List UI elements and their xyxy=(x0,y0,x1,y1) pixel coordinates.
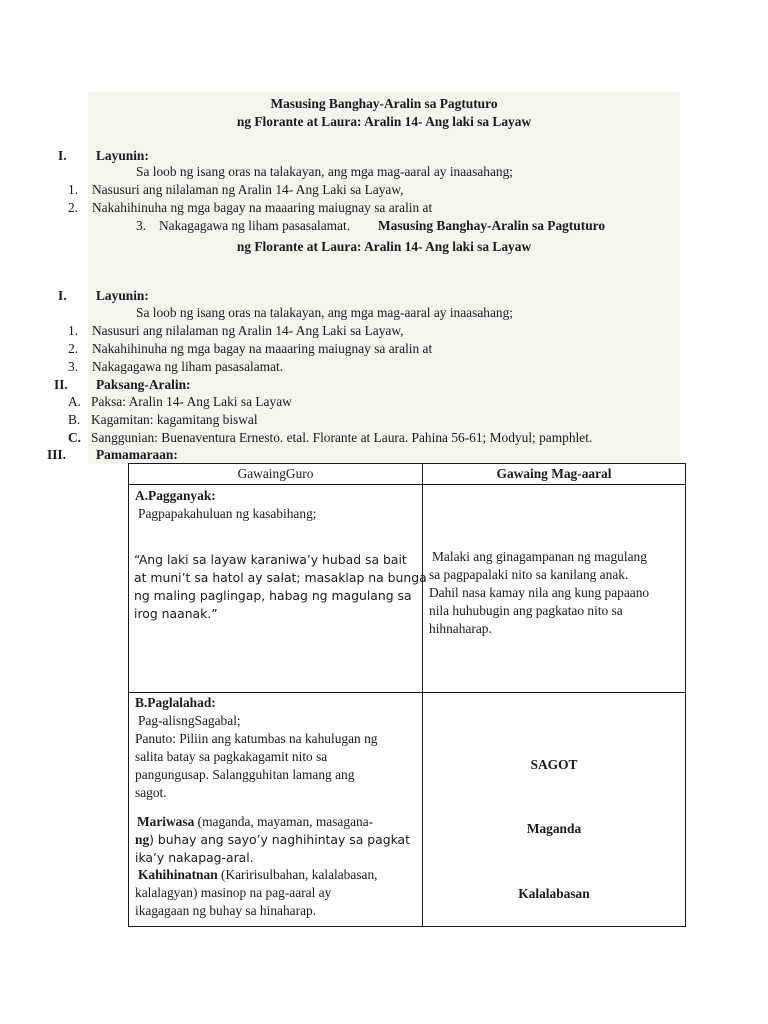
list-item: Nasusuri ang nilalaman ng Aralin 14- Ang Laki sa Layaw, xyxy=(92,182,404,197)
objectives-intro: Sa loob ng isang oras na talakayan, ang mga mag-aaral ay inaasahang; xyxy=(136,305,514,320)
list-item-letter: C. xyxy=(68,430,82,445)
list-item: Paksa: Aralin 14- Ang Laki sa Layaw xyxy=(91,394,292,409)
section-heading: Layunin: xyxy=(96,148,149,163)
section-heading: Layunin: xyxy=(96,288,149,303)
vocab-sentence: ) buhay ang sayo’y naghihintay sa pagkat xyxy=(149,832,410,847)
quote-line: irog naanak.” xyxy=(134,606,218,621)
vocab-choices: (maganda, mayaman, masagana- xyxy=(194,814,374,829)
vocab-item-2 xyxy=(138,866,378,883)
table-cell xyxy=(129,485,427,693)
answer-value: Kalalabasan xyxy=(518,886,590,901)
repeated-title-line2: ng Florante at Laura: Aralin 14- Ang laki sa Layaw xyxy=(236,239,532,254)
repeated-title-line1: Masusing Banghay-Aralin sa Pagtuturo xyxy=(378,218,606,233)
table-cell xyxy=(129,693,423,927)
answer-line: Dahil nasa kamay nila ang kung papaano xyxy=(429,585,650,600)
list-item-number: 2. xyxy=(68,341,79,356)
quote-line: ng maling paglingap, habag ng magulang sa xyxy=(134,588,412,603)
row-subtitle: Pagpapakahuluan ng kasabihang; xyxy=(138,506,317,521)
vocab-word-tail: ng xyxy=(135,832,150,847)
section-heading: Paksang-Aralin: xyxy=(96,377,191,392)
row-subtitle: Pag-alisngSagabal; xyxy=(138,713,241,728)
section-numeral: II. xyxy=(54,377,68,392)
table-cell xyxy=(423,485,686,693)
list-item-letter: B. xyxy=(68,412,81,427)
list-item-number: 2. xyxy=(68,200,79,215)
list-item-number: 1. xyxy=(68,323,79,338)
vocab-choices: (Karirisulbahan, kalalabasan, xyxy=(217,867,378,882)
col1-header: GawaingGuro xyxy=(237,466,314,481)
table-cell xyxy=(423,693,686,927)
row-heading: B.Paglalahad: xyxy=(135,695,216,710)
section-numeral: III. xyxy=(47,447,66,462)
row-heading: A.Pagganyak: xyxy=(135,488,216,503)
answer-line: sa pagpapalaki nito sa kanilang anak. xyxy=(429,567,629,582)
section-heading: Pamamaraan: xyxy=(96,447,178,462)
table-header xyxy=(129,464,423,485)
section-numeral: I. xyxy=(58,148,67,163)
objectives-intro: Sa loob ng isang oras na talakayan, ang mga mag-aaral ay inaasahang; xyxy=(136,164,514,179)
vocab-word: Mariwasa xyxy=(137,814,195,829)
list-item-number: 3. xyxy=(68,359,79,374)
instruction-line: sagot. xyxy=(135,785,167,800)
page-title-line1: Masusing Banghay-Aralin sa Pagtuturo xyxy=(270,96,498,111)
procedure-table xyxy=(128,463,686,927)
vocab-item-1 xyxy=(137,813,373,830)
quote-line: at muni’t sa hatol ay salat; masaklap na bunga xyxy=(134,570,427,585)
list-item: Nakagagawa ng liham pasasalamat. xyxy=(159,218,351,233)
instruction-line: pangungusap. Salangguhitan lamang ang xyxy=(135,767,355,782)
list-item: Sanggunian: Buenaventura Ernesto. etal. Florante at Laura. Pahina 56-61; Modyul; pamphlet. xyxy=(91,430,593,445)
list-item: Nakagagawa ng liham pasasalamat. xyxy=(92,359,284,374)
vocab-sentence: ikagagaan ng buhay sa hinaharap. xyxy=(135,903,317,918)
list-item-letter: A. xyxy=(68,394,82,409)
list-item: Nakahihinuha ng mga bagay na maaaring maiugnay sa aralin at xyxy=(92,200,433,215)
vocab-sentence: kalalagyan) masinop na pag-aaral ay xyxy=(135,885,332,900)
answer-label: SAGOT xyxy=(530,757,578,772)
answer-line: Malaki ang ginagampanan ng magulang xyxy=(432,549,647,564)
section-numeral: I. xyxy=(58,288,67,303)
list-item: Nakahihinuha ng mga bagay na maaaring maiugnay sa aralin at xyxy=(92,341,433,356)
vocab-item-1-line2 xyxy=(135,831,410,848)
answer-line: nila huhubugin ang pagkatao nito sa xyxy=(429,603,623,618)
list-item: Nasusuri ang nilalaman ng Aralin 14- Ang Laki sa Layaw, xyxy=(92,323,404,338)
vocab-word: Kahihinatnan xyxy=(138,867,218,882)
page-title-line2: ng Florante at Laura: Aralin 14- Ang laki sa Layaw xyxy=(236,114,532,129)
list-item-number: 1. xyxy=(68,182,79,197)
instruction-line: salita batay sa pagkakagamit nito sa xyxy=(135,749,328,764)
quote-line: “Ang laki sa layaw karaniwa’y hubad sa bait xyxy=(134,552,407,567)
list-item-number: 3. xyxy=(136,218,147,233)
col2-header: Gawaing Mag-aaral xyxy=(496,466,612,481)
list-item: Kagamitan: kagamitang biswal xyxy=(91,412,258,427)
answer-value: Maganda xyxy=(526,821,582,836)
vocab-sentence: ika’y nakapag-aral. xyxy=(135,850,254,865)
table-header xyxy=(423,464,686,485)
answer-line: hihnaharap. xyxy=(429,621,492,636)
instruction-line: Panuto: Piliin ang katumbas na kahulugan ng xyxy=(135,731,378,746)
